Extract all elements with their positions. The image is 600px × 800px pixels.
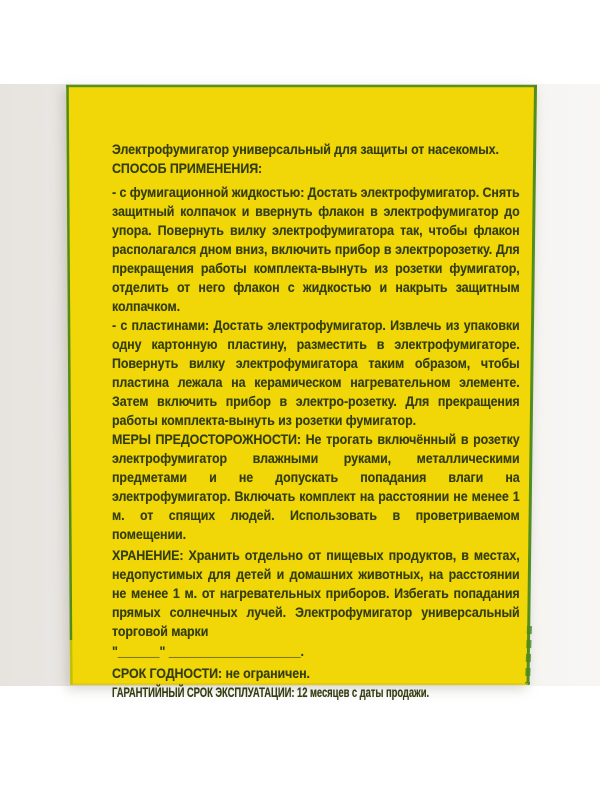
section-heading: СРОК ГОДНОСТИ: (112, 665, 223, 681)
label-text-block (112, 140, 520, 702)
section-heading: ГАРАНТИЙНЫЙ СРОК ЭКСПЛУАТАЦИИ: (112, 684, 295, 700)
section-heading: ХРАНЕНИЕ: (112, 547, 184, 563)
usage-plates-paragraph: - с пластинами: Достать электрофумигатор. Извлечь из упаковки одну картонную пластину, разместить в электрофумигаторе. Повернуть вилку электрофумигатора таким образом, чтобы пластина лежала на керамическом нагревательном элементе. Затем включить прибор в электро-розетку. Для прекращения работы комплекта-вынуть из розетки фумигатор. (112, 317, 520, 428)
precautions-paragraph: МЕРЫ ПРЕДОСТОРОЖНОСТИ: Не трогать включённый в розетку электрофумигатор влажными руками, металлическими предметами и не допускать попадания влаги на электрофумигатор. Включать комплект на расстоянии не менее 1 м. от спящих людей. Использовать в проветриваемом помещении. (112, 431, 520, 542)
shelf-life-line: СРОК ГОДНОСТИ: не ограничен. (112, 665, 310, 681)
warranty-line: ГАРАНТИЙНЫЙ СРОК ЭКСПЛУАТАЦИИ: 12 месяцев с даты продажи. (112, 684, 430, 700)
brand-blank-line: "______" ___________________. (112, 643, 304, 659)
section-heading-usage: СПОСОБ ПРИМЕНЕНИЯ: (112, 160, 263, 176)
package-edge-left-fade (71, 640, 72, 685)
intro-line: Электрофумигатор универсальный для защиты от насекомых. (112, 141, 499, 157)
section-heading: МЕРЫ ПРЕДОСТОРОЖНОСТИ: (112, 431, 301, 447)
usage-liquid-paragraph: - с фумигационной жидкостью: Достать электрофумигатор. Снять защитный колпачок и ввернуть флакон в электрофумигатор до упора. Повернуть вилку электрофумигатора так, чтобы флакон располагался дном вниз, включить прибор в электророзетку. Для прекращения работы комплекта-вынуть из розетки фумигатор, отделить от него флакон с жидкостью и накрыть защитным колпачком. (112, 184, 520, 314)
storage-paragraph: ХРАНЕНИЕ: Хранить отдельно от пищевых продуктов, в местах, недопустимых для детей и домашних животных, на расстоянии не менее 1 м. от нагревательных приборов. Избегать попадания прямых солнечных лучей. Электрофумигатор универсальный торговой марки (112, 547, 520, 639)
